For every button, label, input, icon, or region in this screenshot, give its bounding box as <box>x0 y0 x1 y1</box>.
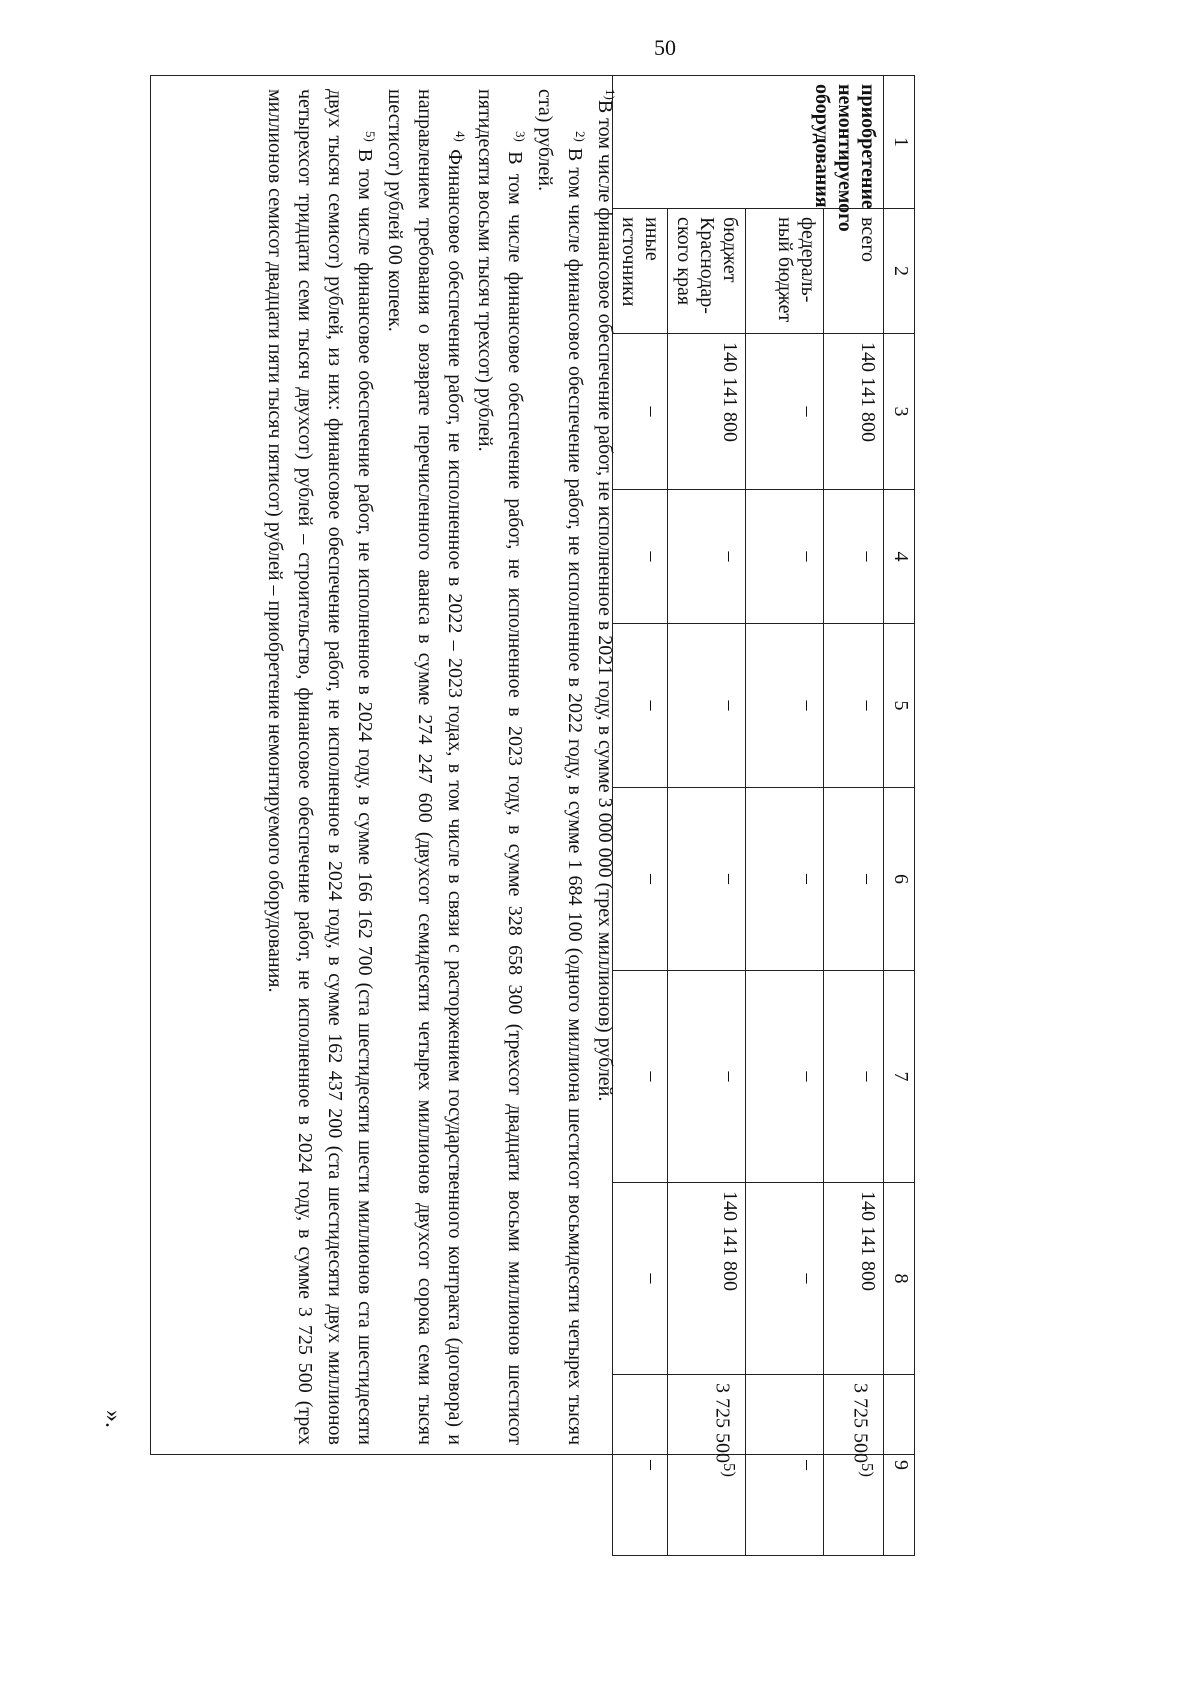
value-cell: – <box>746 624 824 788</box>
header-cell: 9 <box>884 1375 915 1556</box>
footnote-text: Финансовое обеспечение работ, не исполненное в 2022 – 2023 годах, в том числе в связи с расторжением государственного контракта (договора) и направлением требования о возврате перечисленного аванса в сумме 274 247 600 (двухсот семидесяти четырех миллионов двухсот сорока семи тысяч шестисот) рублей 00 копеек. <box>384 89 466 1445</box>
value-cell: – <box>668 971 746 1183</box>
footnote-text: В том числе финансовое обеспечение работ, не исполненное в 2024 году, в сумме 166 162 700 (ста шестидесяти шести миллионов ста шестидесяти двух тысяч семисот) рублей, из них: финансовое обеспечение работ, не исполненное в 2024 году, в сумме 162 437 200 (ста шестидесяти двух миллионов четырехсот тридцати семи тысяч двухсот) рублей – строительство, финансовое обеспечение работ, не исполненное в 2024 году, в сумме 3 725 500 (трех миллионов семисот двадцати пяти тысяч пятисот) рублей – приобретение немонтируемого оборудования. <box>264 89 376 1446</box>
value-cell: – <box>668 624 746 788</box>
page-number: 50 <box>654 35 676 60</box>
value-cell: – <box>746 971 824 1183</box>
footnote <box>530 89 590 1445</box>
footnote-ref: 5) <box>858 1463 877 1477</box>
header-cell: 5 <box>884 624 915 788</box>
value-cell: – <box>746 1375 824 1556</box>
value-cell: – <box>824 624 884 788</box>
footnote-mark: 1) <box>603 89 618 100</box>
footnote-text: В том числе финансовое обеспечение работ, не исполненное в 2022 году, в сумме 1 684 100 (одного миллиона шестисот восьмидесяти четырех тысяч ста) рублей. <box>534 89 586 1446</box>
footnote-mark: 5) <box>363 131 378 142</box>
header-cell: 8 <box>884 1183 915 1375</box>
table-row <box>746 76 824 1556</box>
table-row <box>613 76 668 1556</box>
value-cell <box>824 1375 884 1556</box>
value-cell: – <box>613 334 668 490</box>
value-cell: – <box>613 1375 668 1556</box>
table-header-row <box>884 76 915 1556</box>
table-row <box>668 76 746 1556</box>
footnote-ref: 5) <box>720 1463 739 1477</box>
value-cell: – <box>746 788 824 971</box>
value-cell: – <box>824 971 884 1183</box>
value-cell: 140 141 800 <box>668 1183 746 1375</box>
footnote <box>470 89 530 1445</box>
closing-quote: ». <box>100 1410 126 1428</box>
value-cell: – <box>668 788 746 971</box>
source-cell: иные источники <box>613 209 668 334</box>
footnote-text: В том числе финансовое обеспечение работ, не исполненное в 2021 году, в сумме 3 000 000 (трех миллионов) рублей. <box>594 99 616 1102</box>
value-cell: 140 141 800 <box>824 1183 884 1375</box>
value-cell: – <box>613 1183 668 1375</box>
budget-table <box>612 75 915 1556</box>
value-cell <box>668 1375 746 1556</box>
footnote-mark: 3) <box>513 131 528 142</box>
value-cell: – <box>746 1183 824 1375</box>
source-cell: всего <box>824 209 884 334</box>
value-cell: – <box>613 624 668 788</box>
header-cell: 2 <box>884 209 915 334</box>
footnote-mark: 2) <box>573 131 588 142</box>
footnote <box>260 89 380 1445</box>
table-row <box>824 76 884 1556</box>
value-cell: – <box>824 490 884 624</box>
value-cell: – <box>613 788 668 971</box>
footnote <box>590 89 620 1445</box>
rotated-page-content <box>100 75 915 1477</box>
value-cell: 140 141 800 <box>824 334 884 490</box>
value-text: 3 725 500 <box>711 1383 734 1463</box>
value-cell: – <box>613 971 668 1183</box>
value-cell: – <box>824 788 884 971</box>
footnote <box>380 89 470 1445</box>
source-cell: бюджет Краснодар-ского края <box>668 209 746 334</box>
value-cell: – <box>746 490 824 624</box>
footnote-mark: 4) <box>453 131 468 142</box>
footnote-text: В том числе финансовое обеспечение работ, не исполненное в 2023 году, в сумме 328 658 300 (трехсот двадцати восьми миллионов шестисот пятидесяти восьми тысяч трехсот) рублей. <box>474 89 526 1445</box>
row-name-cell: приобретение немонтируемого оборудования <box>613 76 884 209</box>
value-cell: – <box>746 334 824 490</box>
header-cell: 6 <box>884 788 915 971</box>
header-cell: 3 <box>884 334 915 490</box>
value-text: 3 725 500 <box>849 1383 872 1463</box>
header-cell: 4 <box>884 490 915 624</box>
value-cell: – <box>613 490 668 624</box>
footnotes <box>260 89 620 1445</box>
header-cell: 1 <box>884 76 915 209</box>
source-cell: федераль-ный бюджет <box>746 209 824 334</box>
value-cell: – <box>668 490 746 624</box>
header-cell: 7 <box>884 971 915 1183</box>
value-cell: 140 141 800 <box>668 334 746 490</box>
